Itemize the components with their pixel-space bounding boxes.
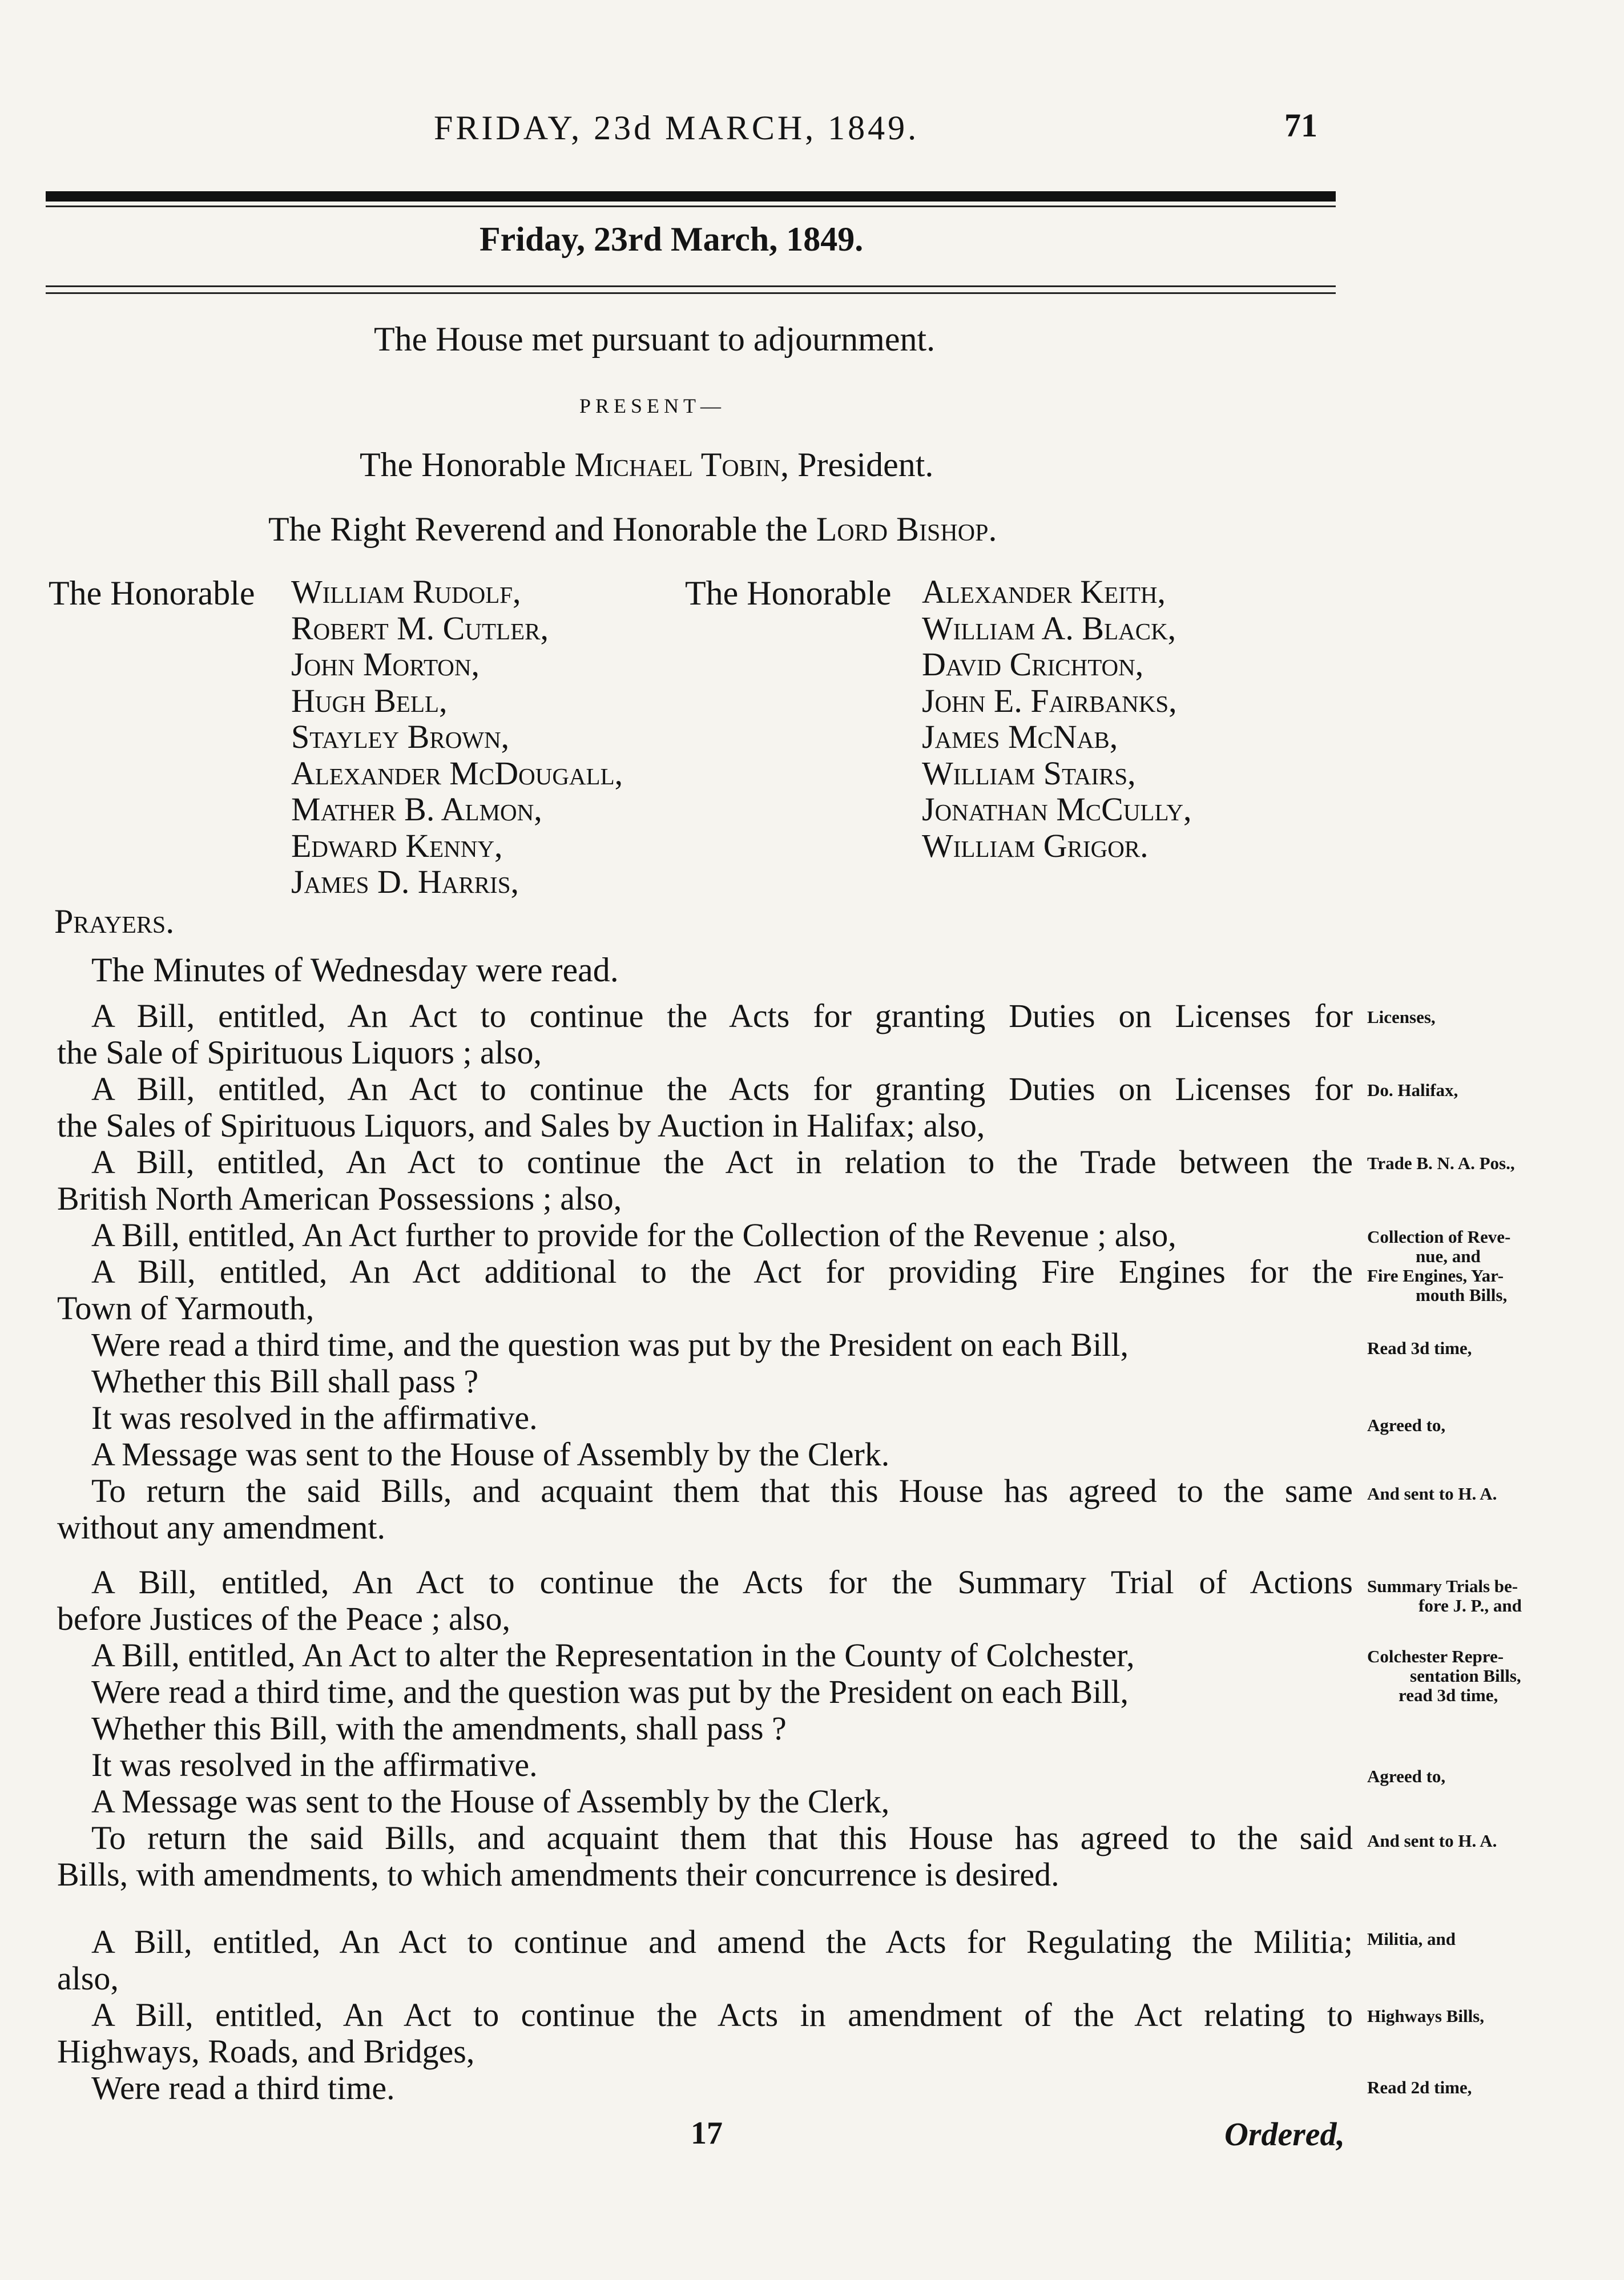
proceedings-block-3 [57, 1924, 1353, 2106]
header-rule-thin [46, 206, 1336, 207]
margin-note: And sent to H. A. [1367, 1831, 1497, 1851]
member-name: William A. Black, [922, 609, 1176, 647]
text-line: A Message was sent to the House of Assembly by the Clerk, [91, 1783, 890, 1820]
text-line: A Bill, entitled, An Act to continue the Act in relation to the Trade between the [91, 1143, 1353, 1181]
member-name: Stayley Brown, [291, 718, 510, 755]
margin-note: nue, and [1416, 1246, 1481, 1266]
text-line: Were read a third time, and the question was put by the President on each Bill, [91, 1326, 1129, 1363]
proceedings-block-1 [57, 998, 1353, 1546]
text-line: Whether this Bill shall pass ? [91, 1363, 479, 1400]
member-name: Robert M. Cutler, [291, 609, 549, 647]
members-left-column [291, 574, 623, 900]
member-name: Alexander McDougall, [291, 754, 623, 792]
bishop-name: Lord Bishop [816, 510, 989, 548]
members-right-column [922, 574, 1192, 864]
margin-note: sentation Bills, [1410, 1666, 1521, 1686]
catchword: Ordered, [1224, 2116, 1345, 2153]
date-heading: Friday, 23rd March, 1849. [479, 220, 864, 258]
text-line: A Bill, entitled, An Act to continue the Acts for granting Duties on Licenses for [91, 1070, 1353, 1107]
margin-note: Licenses, [1367, 1007, 1436, 1027]
minutes-line: The Minutes of Wednesday were read. [91, 951, 619, 989]
margin-note: fore J. P., and [1419, 1596, 1522, 1616]
margin-note: Colchester Repre- [1367, 1646, 1504, 1666]
text-line: Were read a third time, and the question was put by the President on each Bill, [91, 1673, 1129, 1710]
text-line: A Bill, entitled, An Act to continue and amend the Acts for Regulating the Militia; [91, 1923, 1353, 1960]
text-line: A Message was sent to the House of Assembly by the Clerk. [91, 1436, 890, 1473]
text-line: A Bill, entitled, An Act additional to the Act for providing Fire Engines for the [91, 1253, 1353, 1290]
text-line: the Sales of Spirituous Liquors, and Sales by Auction in Halifax; also, [57, 1107, 985, 1144]
member-name: Edward Kenny, [291, 827, 503, 864]
margin-note: And sent to H. A. [1367, 1484, 1497, 1504]
text-line: Highways, Roads, and Bridges, [57, 2033, 475, 2070]
margin-note: read 3d time, [1399, 1685, 1498, 1705]
member-name: Jonathan McCully, [922, 791, 1192, 828]
member-name: William Grigor. [922, 827, 1149, 864]
margin-note: Agreed to, [1367, 1766, 1446, 1786]
text-line: It was resolved in the affirmative. [91, 1746, 538, 1783]
text-line: Were read a third time. [91, 2069, 395, 2106]
member-name: James McNab, [922, 718, 1118, 755]
present-label: PRESENT— [579, 394, 726, 417]
member-name: John Morton, [291, 646, 479, 683]
bishop-prefix: The Right Reverend and Honorable the [268, 510, 816, 548]
text-line: To return the said Bills, and acquaint them that this House has agreed to the same [91, 1472, 1353, 1509]
member-name: Hugh Bell, [291, 682, 448, 719]
text-line: British North American Possessions ; also, [57, 1180, 622, 1217]
text-line: Town of Yarmouth, [57, 1290, 315, 1327]
president-line [360, 445, 933, 485]
text-line: A Bill, entitled, An Act to continue the Acts in amendment of the Act relating to [91, 1996, 1353, 2033]
prayers-label: Prayers. [54, 903, 175, 940]
member-name: William Stairs, [922, 754, 1136, 792]
margin-note: Highways Bills, [1367, 2006, 1484, 2026]
text-line: A Bill, entitled, An Act to continue the Acts for granting Duties on Licenses for [91, 997, 1353, 1034]
margin-note: Read 3d time, [1367, 1338, 1472, 1358]
bishop-suffix: . [988, 510, 997, 548]
margin-note: Agreed to, [1367, 1415, 1446, 1435]
date-rule-bottom [46, 292, 1336, 294]
member-name: John E. Fairbanks, [922, 682, 1177, 719]
member-name: James D. Harris, [291, 863, 519, 900]
members-prefix-left: The Honorable [49, 574, 255, 612]
text-line: To return the said Bills, and acquaint them that this House has agreed to the said [91, 1819, 1353, 1856]
text-line: the Sale of Spirituous Liquors ; also, [57, 1034, 542, 1071]
header-rule-thick [46, 191, 1336, 202]
text-line: without any amendment. [57, 1509, 386, 1546]
text-line: It was resolved in the affirmative. [91, 1399, 538, 1436]
text-line: A Bill, entitled, An Act further to provide for the Collection of the Revenue ; also, [91, 1216, 1176, 1254]
president-name: Michael Tobin [574, 446, 781, 484]
signature-mark: 17 [691, 2116, 723, 2151]
member-name: William Rudolf, [291, 573, 521, 610]
margin-note: Read 2d time, [1367, 2077, 1472, 2097]
text-line: also, [57, 1960, 119, 1997]
members-prefix-right: The Honorable [685, 574, 892, 612]
margin-note: Fire Engines, Yar- [1367, 1266, 1504, 1286]
running-head: FRIDAY, 23d MARCH, 1849. [434, 109, 920, 147]
page-number: 71 [1284, 107, 1317, 144]
margin-note: Militia, and [1367, 1929, 1456, 1949]
member-name: Alexander Keith, [922, 573, 1166, 610]
opening-line: The House met pursuant to adjournment. [374, 320, 936, 358]
president-prefix: The Honorable [360, 446, 575, 484]
proceedings-block-2 [57, 1564, 1353, 1893]
margin-note: Do. Halifax, [1367, 1080, 1458, 1100]
text-line: Whether this Bill, with the amendments, shall pass ? [91, 1710, 787, 1747]
text-line: A Bill, entitled, An Act to continue the Acts for the Summary Trial of Actions [91, 1564, 1353, 1601]
date-rule-top [46, 285, 1336, 287]
margin-note: Collection of Reve- [1367, 1227, 1511, 1247]
member-name: David Crichton, [922, 646, 1144, 683]
president-suffix: , President. [780, 446, 934, 484]
member-name: Mather B. Almon, [291, 791, 542, 828]
margin-note: Summary Trials be- [1367, 1576, 1518, 1596]
margin-note: Trade B. N. A. Pos., [1367, 1153, 1515, 1173]
margin-note: mouth Bills, [1416, 1285, 1508, 1305]
bishop-line [268, 510, 997, 549]
text-line: Bills, with amendments, to which amendments their concurrence is desired. [57, 1856, 1059, 1893]
text-line: before Justices of the Peace ; also, [57, 1600, 510, 1637]
text-line: A Bill, entitled, An Act to alter the Representation in the County of Colchester, [91, 1637, 1135, 1674]
